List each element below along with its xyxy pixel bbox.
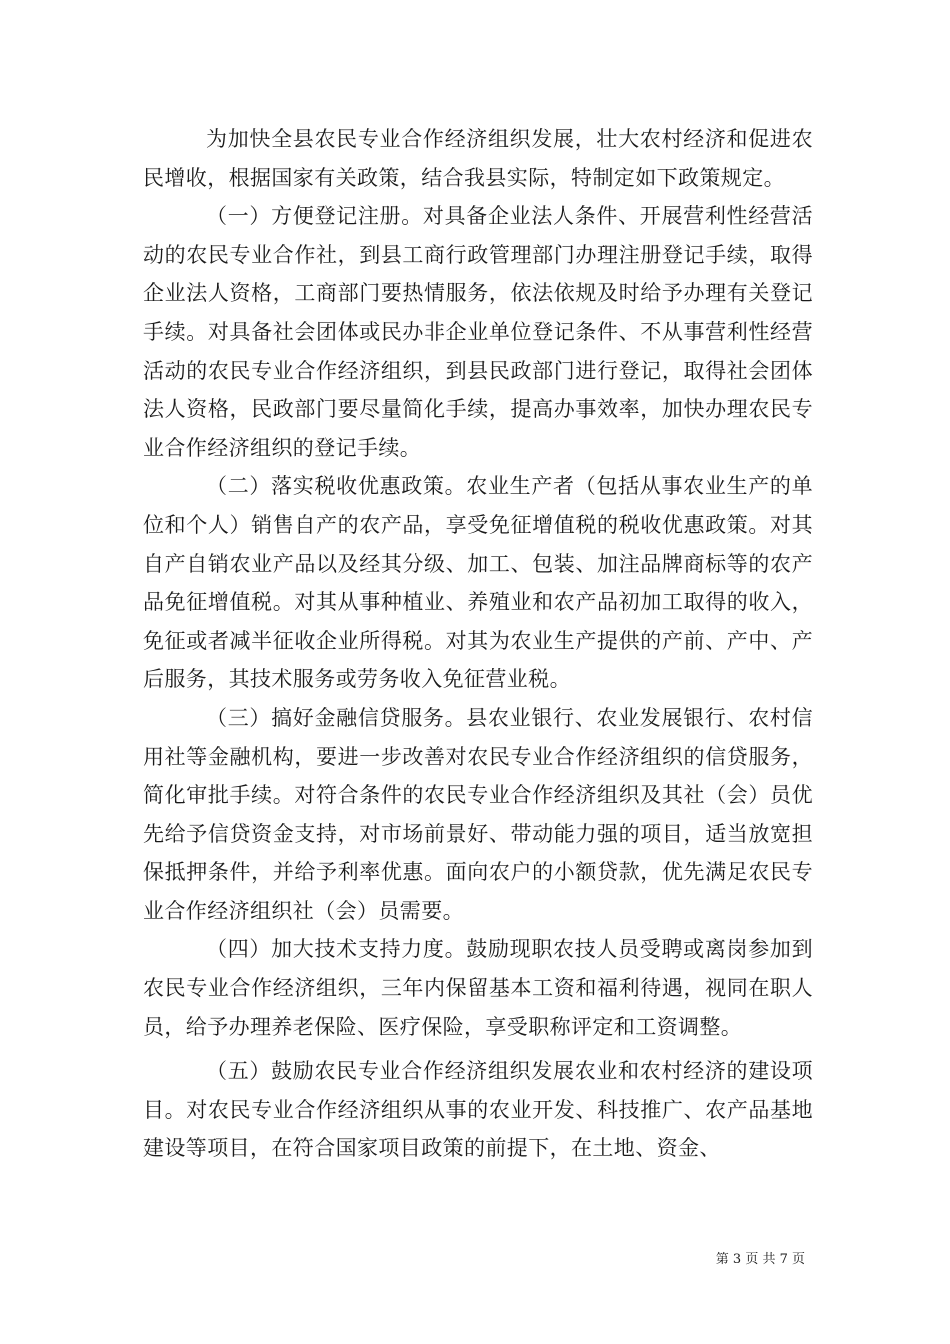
- paragraph-construction-projects: （五）鼓励农民专业合作经济组织发展农业和农村经济的建设项目。对农民专业合作经济组织从事的农业开发、科技推广、农产品基地建设等项目，在符合国家项目政策的前提下，在土地、资金、: [143, 1059, 813, 1161]
- paragraph-financial-credit: （三）搞好金融信贷服务。县农业银行、农业发展银行、农村信用社等金融机构，要进一步改善对农民专业合作经济组织的信贷服务，简化审批手续。对符合条件的农民专业合作经济组织及其社（会）员优先给予信贷资金支持，对市场前景好、带动能力强的项目，适当放宽担保抵押条件，并给予利率优惠。面向农户的小额贷款，优先满足农民专业合作经济组织社（会）员需要。: [143, 705, 813, 923]
- page-number-footer: 第 3 页 共 7 页: [715, 1252, 805, 1267]
- document-body: [143, 120, 813, 1168]
- paragraph-tax-policy: （二）落实税收优惠政策。农业生产者（包括从事农业生产的单位和个人）销售自产的农产品，享受免征增值税的税收优惠政策。对其自产自销农业产品以及经其分级、加工、包装、加注品牌商标等的农产品免征增值税。对其从事种植业、养殖业和农产品初加工取得的收入，免征或者减半征收企业所得税。对其为农业生产提供的产前、产中、产后服务，其技术服务或劳务收入免征营业税。: [143, 474, 813, 692]
- paragraph-intro: 为加快全县农民专业合作经济组织发展，壮大农村经济和促进农民增收，根据国家有关政策，结合我县实际，特制定如下政策规定。: [143, 127, 813, 190]
- paragraph-registration: （一）方便登记注册。对具备企业法人条件、开展营利性经营活动的农民专业合作社，到县工商行政管理部门办理注册登记手续，取得企业法人资格，工商部门要热情服务，依法依规及时给予办理有关登记手续。对具备社会团体或民办非企业单位登记条件、不从事营利性经营活动的农民专业合作经济组织，到县民政部门进行登记，取得社会团体法人资格，民政部门要尽量简化手续，提高办事效率，加快办理农民专业合作经济组织的登记手续。: [143, 204, 813, 460]
- paragraph-technical-support: （四）加大技术支持力度。鼓励现职农技人员受聘或离岗参加到农民专业合作经济组织，三年内保留基本工资和福利待遇，视同在职人员，给予办理养老保险、医疗保险，享受职称评定和工资调整。: [143, 937, 813, 1039]
